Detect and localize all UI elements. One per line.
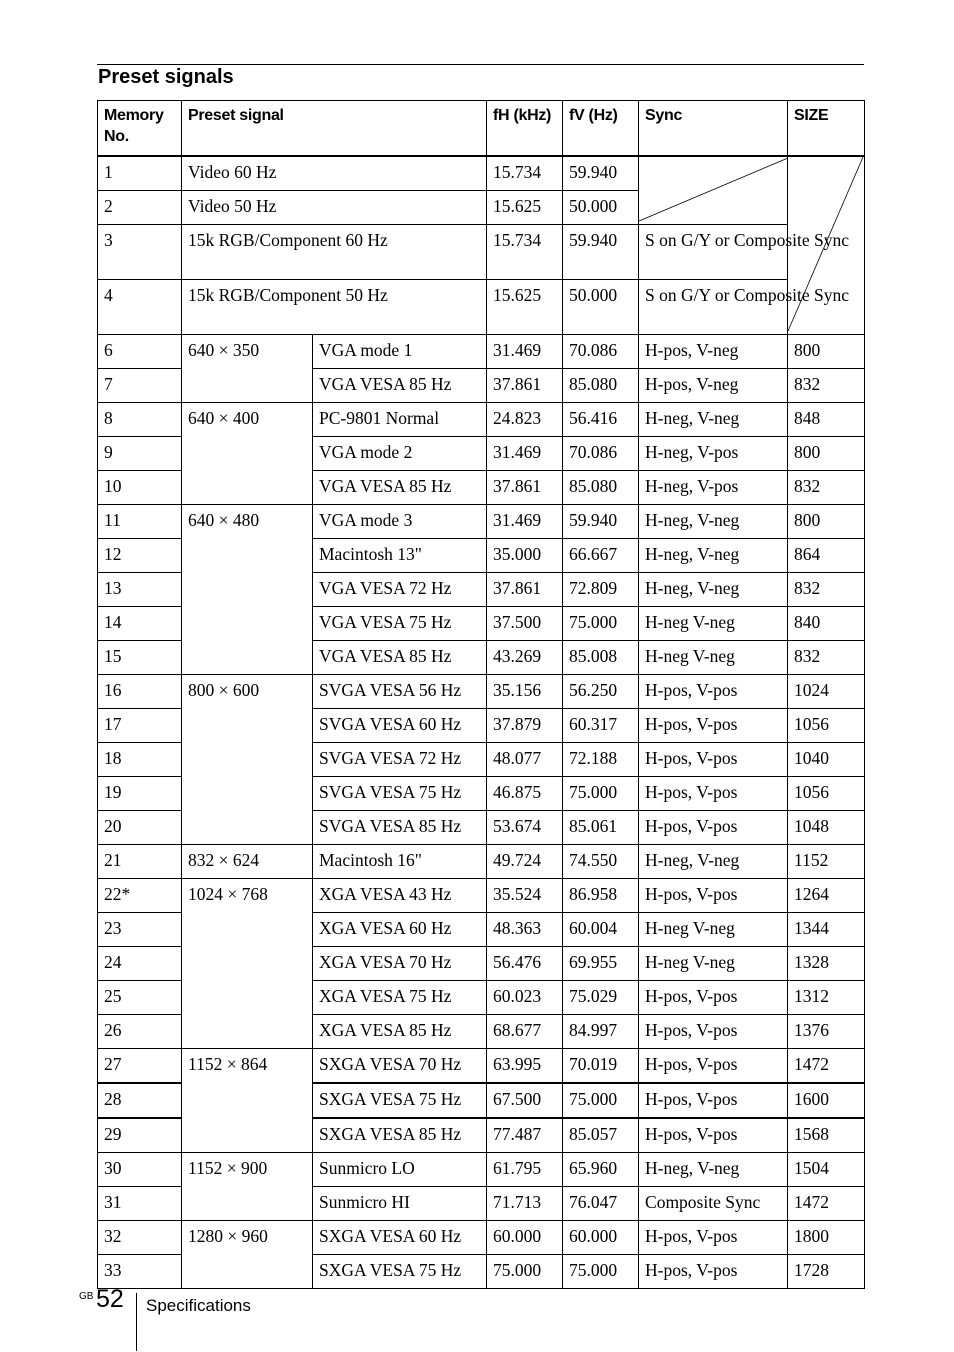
cell-size: 832 <box>788 641 865 675</box>
cell-size: 1056 <box>788 709 865 743</box>
cell-memory-no: 24 <box>98 947 182 981</box>
cell-fv: 86.958 <box>563 879 639 913</box>
cell-fh: 37.861 <box>487 573 563 607</box>
cell-sync: H-neg, V-neg <box>639 573 788 607</box>
cell-fv: 72.809 <box>563 573 639 607</box>
cell-fh: 75.000 <box>487 1255 563 1289</box>
cell-memory-no: 15 <box>98 641 182 675</box>
cell-preset-signal: XGA VESA 70 Hz <box>313 947 487 981</box>
cell-fv: 75.000 <box>563 1083 639 1118</box>
cell-memory-no: 1 <box>98 156 182 191</box>
cell-preset-signal: XGA VESA 75 Hz <box>313 981 487 1015</box>
cell-fh: 53.674 <box>487 811 563 845</box>
cell-memory-no: 11 <box>98 505 182 539</box>
cell-sync: H-neg, V-neg <box>639 403 788 437</box>
cell-sync-not-applicable <box>639 156 788 225</box>
cell-memory-no: 2 <box>98 191 182 225</box>
cell-sync: H-neg, V-pos <box>639 437 788 471</box>
cell-sync: H-pos, V-pos <box>639 981 788 1015</box>
cell-size: 1344 <box>788 913 865 947</box>
cell-preset-signal: XGA VESA 85 Hz <box>313 1015 487 1049</box>
cell-preset-signal: SXGA VESA 75 Hz <box>313 1083 487 1118</box>
table-row <box>98 403 865 437</box>
cell-fh: 15.734 <box>487 225 563 280</box>
cell-size: 1600 <box>788 1083 865 1118</box>
cell-size: 800 <box>788 505 865 539</box>
table-header-row <box>98 101 865 157</box>
cell-sync: H-neg, V-neg <box>639 539 788 573</box>
cell-preset-signal: VGA mode 1 <box>313 335 487 369</box>
cell-memory-no: 22* <box>98 879 182 913</box>
cell-preset-signal: SVGA VESA 85 Hz <box>313 811 487 845</box>
cell-size: 1040 <box>788 743 865 777</box>
cell-memory-no: 12 <box>98 539 182 573</box>
cell-preset-signal: SXGA VESA 85 Hz <box>313 1118 487 1153</box>
footer-region-code: GB <box>79 1291 94 1302</box>
cell-fh: 49.724 <box>487 845 563 879</box>
cell-fh: 60.023 <box>487 981 563 1015</box>
section-title: Preset signals <box>98 66 234 88</box>
table-row <box>98 335 865 369</box>
cell-memory-no: 6 <box>98 335 182 369</box>
cell-size: 848 <box>788 403 865 437</box>
cell-fh: 35.524 <box>487 879 563 913</box>
cell-fv: 70.086 <box>563 335 639 369</box>
cell-preset-signal: 15k RGB/Component 60 Hz <box>182 225 487 280</box>
cell-size: 1024 <box>788 675 865 709</box>
cell-sync: H-pos, V-pos <box>639 1118 788 1153</box>
cell-size: 800 <box>788 335 865 369</box>
cell-fh: 63.995 <box>487 1049 563 1084</box>
table-row <box>98 879 865 913</box>
cell-size: 1504 <box>788 1153 865 1187</box>
header-memory-no: Memory No. <box>98 101 182 157</box>
cell-fh: 37.861 <box>487 369 563 403</box>
cell-sync: H-pos, V-pos <box>639 1255 788 1289</box>
cell-resolution: 640 × 480 <box>182 505 313 675</box>
cell-preset-signal: SXGA VESA 60 Hz <box>313 1221 487 1255</box>
cell-fv: 70.086 <box>563 437 639 471</box>
cell-size: 1568 <box>788 1118 865 1153</box>
cell-memory-no: 32 <box>98 1221 182 1255</box>
cell-memory-no: 20 <box>98 811 182 845</box>
cell-preset-signal: SVGA VESA 56 Hz <box>313 675 487 709</box>
cell-preset-signal: PC-9801 Normal <box>313 403 487 437</box>
cell-preset-signal: Macintosh 16" <box>313 845 487 879</box>
cell-resolution: 1024 × 768 <box>182 879 313 1049</box>
cell-memory-no: 10 <box>98 471 182 505</box>
cell-fh: 15.734 <box>487 156 563 191</box>
cell-size: 1152 <box>788 845 865 879</box>
cell-memory-no: 17 <box>98 709 182 743</box>
cell-fv: 59.940 <box>563 156 639 191</box>
cell-memory-no: 8 <box>98 403 182 437</box>
cell-resolution: 640 × 400 <box>182 403 313 505</box>
cell-memory-no: 9 <box>98 437 182 471</box>
cell-fh: 15.625 <box>487 280 563 335</box>
cell-resolution: 800 × 600 <box>182 675 313 845</box>
header-preset-signal: Preset signal <box>182 101 487 157</box>
cell-memory-no: 33 <box>98 1255 182 1289</box>
cell-sync: S on G/Y or Composite Sync <box>639 280 788 335</box>
diagonal-strike <box>639 157 788 223</box>
cell-fh: 46.875 <box>487 777 563 811</box>
cell-memory-no: 4 <box>98 280 182 335</box>
cell-size: 840 <box>788 607 865 641</box>
cell-memory-no: 7 <box>98 369 182 403</box>
cell-fh: 48.363 <box>487 913 563 947</box>
cell-memory-no: 16 <box>98 675 182 709</box>
cell-memory-no: 21 <box>98 845 182 879</box>
cell-size: 1328 <box>788 947 865 981</box>
cell-fv: 85.080 <box>563 369 639 403</box>
cell-preset-signal: Macintosh 13" <box>313 539 487 573</box>
cell-preset-signal: Sunmicro HI <box>313 1187 487 1221</box>
table-row <box>98 1153 865 1187</box>
cell-sync: H-pos, V-pos <box>639 811 788 845</box>
cell-fh: 31.469 <box>487 437 563 471</box>
cell-fv: 75.000 <box>563 607 639 641</box>
cell-fh: 24.823 <box>487 403 563 437</box>
cell-preset-signal: XGA VESA 60 Hz <box>313 913 487 947</box>
cell-memory-no: 13 <box>98 573 182 607</box>
cell-fv: 69.955 <box>563 947 639 981</box>
cell-fv: 75.000 <box>563 777 639 811</box>
cell-fh: 71.713 <box>487 1187 563 1221</box>
cell-fv: 56.250 <box>563 675 639 709</box>
cell-resolution: 1152 × 864 <box>182 1049 313 1153</box>
cell-preset-signal: Sunmicro LO <box>313 1153 487 1187</box>
header-fh: fH (kHz) <box>487 101 563 157</box>
header-fv: fV (Hz) <box>563 101 639 157</box>
cell-fh: 48.077 <box>487 743 563 777</box>
cell-sync: H-neg, V-neg <box>639 1153 788 1187</box>
cell-preset-signal: SXGA VESA 70 Hz <box>313 1049 487 1084</box>
cell-memory-no: 26 <box>98 1015 182 1049</box>
cell-preset-signal: VGA mode 2 <box>313 437 487 471</box>
cell-size-not-applicable <box>788 156 865 335</box>
cell-fv: 85.008 <box>563 641 639 675</box>
cell-memory-no: 19 <box>98 777 182 811</box>
cell-memory-no: 27 <box>98 1049 182 1084</box>
cell-fv: 59.940 <box>563 225 639 280</box>
cell-sync: H-pos, V-pos <box>639 709 788 743</box>
cell-fv: 72.188 <box>563 743 639 777</box>
cell-fh: 77.487 <box>487 1118 563 1153</box>
cell-fv: 59.940 <box>563 505 639 539</box>
cell-size: 1376 <box>788 1015 865 1049</box>
header-size: SIZE <box>788 101 865 157</box>
cell-preset-signal: VGA VESA 72 Hz <box>313 573 487 607</box>
cell-sync: H-pos, V-pos <box>639 1015 788 1049</box>
cell-size: 1472 <box>788 1187 865 1221</box>
cell-size: 864 <box>788 539 865 573</box>
cell-fv: 85.080 <box>563 471 639 505</box>
cell-fh: 15.625 <box>487 191 563 225</box>
table-row <box>98 845 865 879</box>
table-body <box>98 156 865 1289</box>
cell-preset-signal: VGA mode 3 <box>313 505 487 539</box>
cell-fh: 61.795 <box>487 1153 563 1187</box>
cell-fv: 75.029 <box>563 981 639 1015</box>
cell-preset-signal: VGA VESA 85 Hz <box>313 641 487 675</box>
cell-fv: 50.000 <box>563 280 639 335</box>
cell-fh: 60.000 <box>487 1221 563 1255</box>
footer-divider <box>136 1293 137 1351</box>
cell-fv: 65.960 <box>563 1153 639 1187</box>
cell-fv: 74.550 <box>563 845 639 879</box>
cell-memory-no: 25 <box>98 981 182 1015</box>
cell-size: 1312 <box>788 981 865 1015</box>
cell-memory-no: 18 <box>98 743 182 777</box>
cell-fv: 75.000 <box>563 1255 639 1289</box>
cell-preset-signal: VGA VESA 85 Hz <box>313 471 487 505</box>
cell-memory-no: 3 <box>98 225 182 280</box>
cell-fv: 84.997 <box>563 1015 639 1049</box>
cell-fh: 31.469 <box>487 505 563 539</box>
cell-preset-signal: VGA VESA 85 Hz <box>313 369 487 403</box>
cell-fv: 70.019 <box>563 1049 639 1084</box>
cell-sync: H-neg V-neg <box>639 947 788 981</box>
cell-preset-signal: SXGA VESA 75 Hz <box>313 1255 487 1289</box>
cell-resolution: 640 × 350 <box>182 335 313 403</box>
cell-sync: H-neg, V-neg <box>639 505 788 539</box>
cell-memory-no: 31 <box>98 1187 182 1221</box>
table-row <box>98 280 865 335</box>
cell-size: 1472 <box>788 1049 865 1084</box>
cell-fh: 67.500 <box>487 1083 563 1118</box>
cell-resolution: 832 × 624 <box>182 845 313 879</box>
cell-sync: H-pos, V-neg <box>639 369 788 403</box>
cell-resolution: 1152 × 900 <box>182 1153 313 1221</box>
cell-sync: H-pos, V-pos <box>639 1049 788 1084</box>
cell-size: 832 <box>788 369 865 403</box>
cell-memory-no: 30 <box>98 1153 182 1187</box>
cell-fh: 31.469 <box>487 335 563 369</box>
cell-size: 1264 <box>788 879 865 913</box>
cell-fv: 50.000 <box>563 191 639 225</box>
cell-preset-signal: SVGA VESA 60 Hz <box>313 709 487 743</box>
cell-memory-no: 23 <box>98 913 182 947</box>
cell-fv: 85.061 <box>563 811 639 845</box>
cell-fh: 37.879 <box>487 709 563 743</box>
cell-sync: Composite Sync <box>639 1187 788 1221</box>
cell-preset-signal: XGA VESA 43 Hz <box>313 879 487 913</box>
cell-memory-no: 29 <box>98 1118 182 1153</box>
cell-fh: 37.861 <box>487 471 563 505</box>
cell-fh: 35.156 <box>487 675 563 709</box>
cell-memory-no: 28 <box>98 1083 182 1118</box>
cell-sync: H-pos, V-pos <box>639 675 788 709</box>
cell-sync: H-pos, V-neg <box>639 335 788 369</box>
cell-sync: H-pos, V-pos <box>639 879 788 913</box>
table-row <box>98 1049 865 1084</box>
cell-preset-signal: SVGA VESA 72 Hz <box>313 743 487 777</box>
cell-sync: H-pos, V-pos <box>639 1221 788 1255</box>
cell-fv: 60.000 <box>563 1221 639 1255</box>
cell-fv: 66.667 <box>563 539 639 573</box>
cell-fv: 85.057 <box>563 1118 639 1153</box>
cell-size: 1056 <box>788 777 865 811</box>
cell-fv: 60.317 <box>563 709 639 743</box>
cell-fh: 56.476 <box>487 947 563 981</box>
cell-sync: H-neg V-neg <box>639 641 788 675</box>
cell-size: 1048 <box>788 811 865 845</box>
preset-signals-table <box>97 100 865 1289</box>
cell-sync: H-neg V-neg <box>639 913 788 947</box>
cell-sync: H-neg, V-pos <box>639 471 788 505</box>
cell-sync: H-pos, V-pos <box>639 777 788 811</box>
table-row <box>98 505 865 539</box>
cell-fh: 37.500 <box>487 607 563 641</box>
cell-preset-signal: SVGA VESA 75 Hz <box>313 777 487 811</box>
cell-memory-no: 14 <box>98 607 182 641</box>
cell-preset-signal: VGA VESA 75 Hz <box>313 607 487 641</box>
diagonal-strike <box>788 157 865 331</box>
cell-size: 800 <box>788 437 865 471</box>
cell-sync: H-neg, V-neg <box>639 845 788 879</box>
footer-section-label: Specifications <box>146 1296 251 1315</box>
header-sync: Sync <box>639 101 788 157</box>
cell-size: 1728 <box>788 1255 865 1289</box>
cell-preset-signal: Video 50 Hz <box>182 191 487 225</box>
cell-sync: H-pos, V-pos <box>639 1083 788 1118</box>
cell-fh: 35.000 <box>487 539 563 573</box>
cell-fh: 68.677 <box>487 1015 563 1049</box>
cell-size: 1800 <box>788 1221 865 1255</box>
cell-resolution: 1280 × 960 <box>182 1221 313 1289</box>
cell-preset-signal: Video 60 Hz <box>182 156 487 191</box>
table-row <box>98 675 865 709</box>
cell-fv: 56.416 <box>563 403 639 437</box>
cell-fh: 43.269 <box>487 641 563 675</box>
table-row <box>98 1221 865 1255</box>
table-row <box>98 156 865 191</box>
cell-size: 832 <box>788 471 865 505</box>
cell-preset-signal: 15k RGB/Component 50 Hz <box>182 280 487 335</box>
cell-fv: 76.047 <box>563 1187 639 1221</box>
cell-sync: H-pos, V-pos <box>639 743 788 777</box>
cell-fv: 60.004 <box>563 913 639 947</box>
top-rule <box>97 64 864 65</box>
footer-page-number: 52 <box>96 1285 124 1313</box>
cell-sync: S on G/Y or Composite Sync <box>639 225 788 280</box>
cell-sync: H-neg V-neg <box>639 607 788 641</box>
cell-size: 832 <box>788 573 865 607</box>
table-row <box>98 225 865 280</box>
